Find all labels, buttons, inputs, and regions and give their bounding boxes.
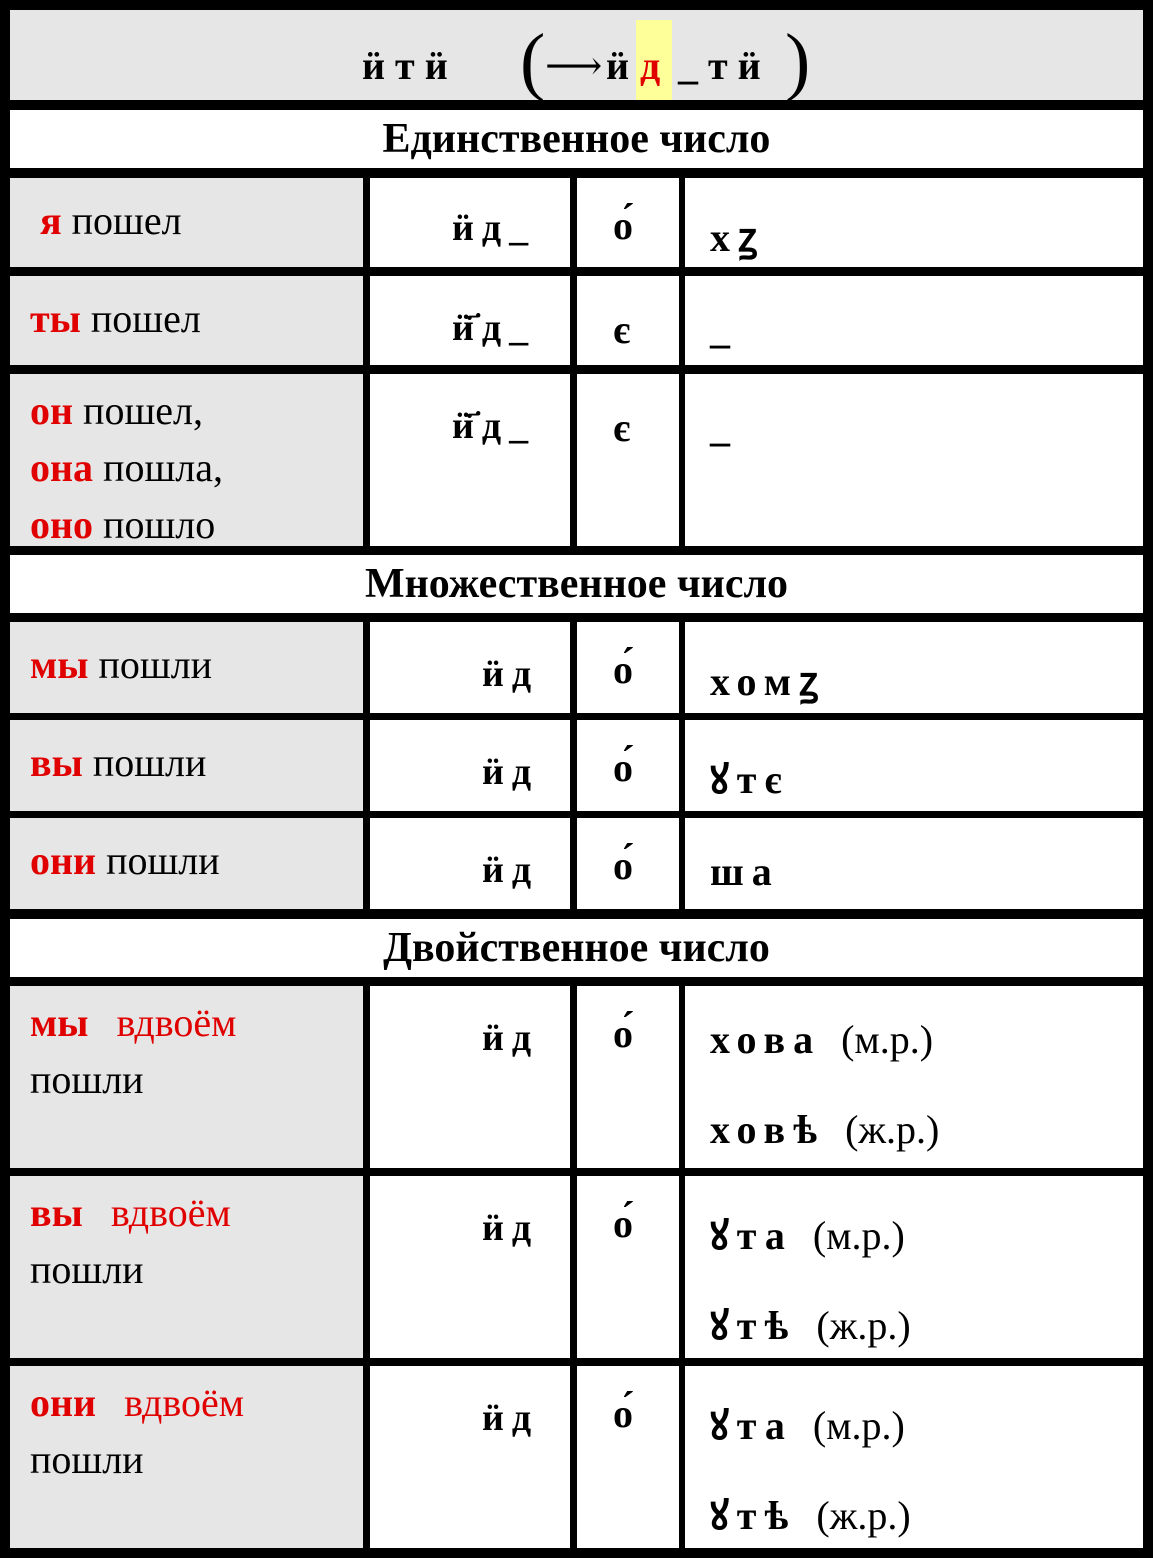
vowel-cell: о́ xyxy=(577,622,679,713)
stem-cell: ӥд xyxy=(370,720,570,811)
pronoun-cell: мы пошли xyxy=(10,622,363,713)
pronoun-cell: я пошел xyxy=(10,178,363,267)
stem-cell: ӥд xyxy=(370,622,570,713)
arrow-icon: ⟶ xyxy=(545,43,603,88)
vowel-cell: о́ xyxy=(577,1176,679,1358)
title-infinitive: ӥтӥ xyxy=(362,43,458,88)
pronoun-cell: вы пошли xyxy=(10,720,363,811)
stem-cell: ӥд xyxy=(370,986,570,1168)
ending-cell: хова (м.р.) ховѣ (ж.р.) xyxy=(685,986,1143,1168)
title-row xyxy=(10,10,1143,103)
stem-cell: ӥд xyxy=(370,1176,570,1358)
vowel-cell: є xyxy=(577,276,679,365)
section-dual: Двойственное число xyxy=(10,919,1143,977)
ending-cell: хꙁ xyxy=(685,178,1143,267)
pronoun-cell: они пошли xyxy=(10,818,363,909)
stem-cell: ӥд xyxy=(370,818,570,909)
ending-cell: ꙋта (м.р.) ꙋтѣ (ж.р.) xyxy=(685,1176,1143,1358)
ending-cell: ша xyxy=(685,818,1143,909)
title-paren-close: ) xyxy=(785,19,811,103)
ending-cell: ꙋта (м.р.) ꙋтѣ (ж.р.) xyxy=(685,1366,1143,1548)
vowel-cell: є xyxy=(577,374,679,546)
section-singular: Единственное число xyxy=(10,110,1143,168)
pronoun-cell: ты пошел xyxy=(10,276,363,365)
ending-cell: _ xyxy=(685,374,1143,546)
stem-cell: ӥд_ xyxy=(370,178,570,267)
section-plural: Множественное число xyxy=(10,555,1143,613)
title-suffix: _тӥ xyxy=(678,43,771,88)
vowel-cell: о́ xyxy=(577,1366,679,1548)
ending-cell: ꙋтє xyxy=(685,720,1143,811)
vowel-cell: о́ xyxy=(577,818,679,909)
pronoun-cell: они вдвоём пошли xyxy=(10,1366,363,1548)
title-paren-open: ( xyxy=(520,19,546,103)
ending-cell: _ xyxy=(685,276,1143,365)
vowel-cell: о́ xyxy=(577,720,679,811)
title-stem-d: д xyxy=(640,43,661,88)
vowel-cell: о́ xyxy=(577,178,679,267)
pronoun-cell: вы вдвоём пошли xyxy=(10,1176,363,1358)
ending-cell: хомꙁ xyxy=(685,622,1143,713)
title-stem-i: ӥ xyxy=(606,43,630,88)
pronoun-cell: он пошел, она пошла, оно пошло xyxy=(10,374,363,546)
stem-cell: ӥ҃д_ xyxy=(370,276,570,365)
pronoun-cell: мы вдвоём пошли xyxy=(10,986,363,1168)
stem-cell: ӥд xyxy=(370,1366,570,1548)
stem-cell: ӥ҃д_ xyxy=(370,374,570,546)
vowel-cell: о́ xyxy=(577,986,679,1168)
